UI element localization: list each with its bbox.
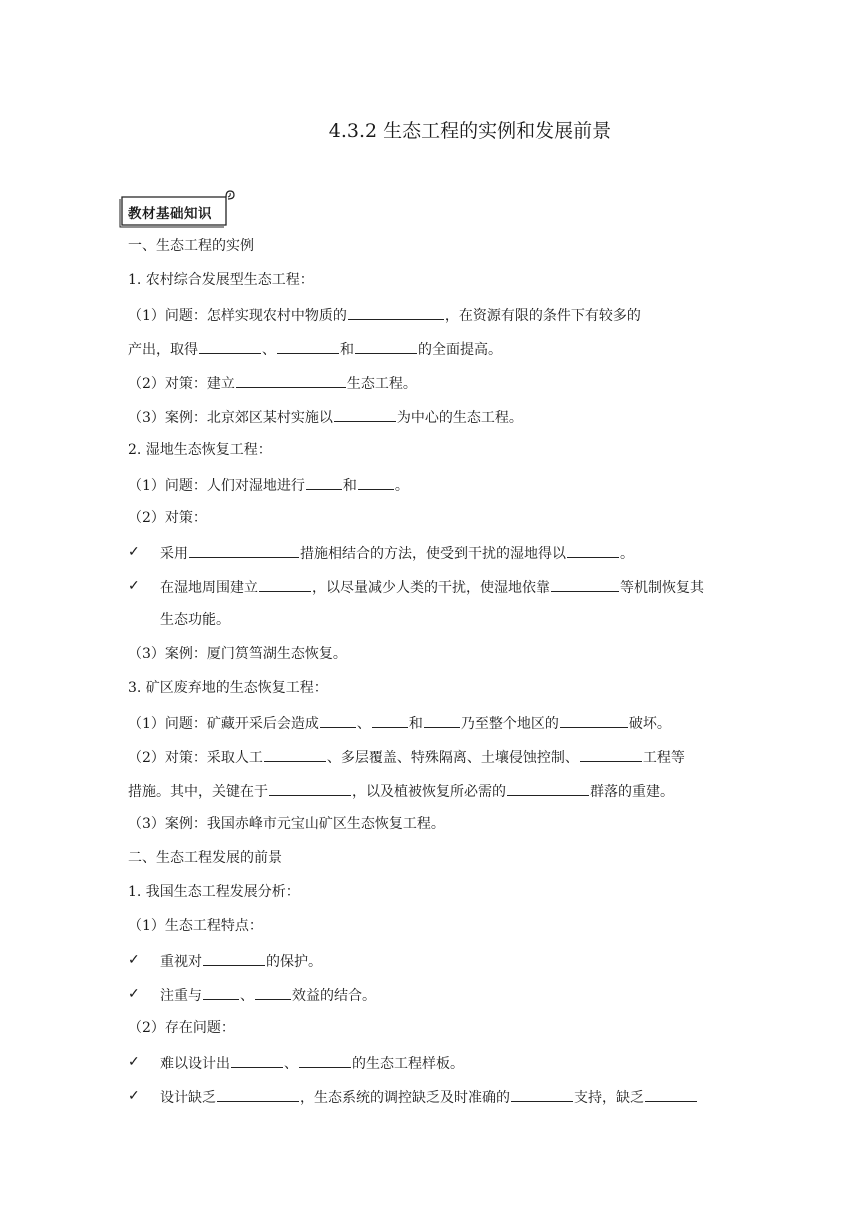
text-line bbox=[128, 474, 409, 496]
fill-in-blank[interactable] bbox=[645, 1086, 697, 1102]
text-line bbox=[128, 916, 263, 936]
text-line bbox=[160, 984, 376, 1006]
fill-in-blank[interactable] bbox=[306, 474, 342, 490]
line-text: 、 bbox=[284, 1056, 298, 1072]
fill-in-blank[interactable] bbox=[199, 338, 261, 354]
line-text: ，生态系统的调控缺乏及时准确的 bbox=[300, 1090, 510, 1106]
line-text: 在湿地周围建立 bbox=[160, 580, 258, 596]
text-line bbox=[128, 338, 502, 360]
line-text: 一、生态工程的实例 bbox=[128, 238, 254, 254]
section-badge bbox=[118, 189, 230, 225]
text-line bbox=[160, 1086, 698, 1108]
fill-in-blank[interactable] bbox=[507, 780, 589, 796]
line-text: 采用 bbox=[160, 546, 188, 562]
line-text: 和 bbox=[342, 478, 357, 494]
text-line bbox=[128, 746, 685, 768]
fill-in-blank[interactable] bbox=[580, 746, 642, 762]
line-text: 等机制恢复其 bbox=[620, 580, 704, 596]
text-line bbox=[128, 644, 347, 664]
fill-in-blank[interactable] bbox=[320, 712, 356, 728]
line-text: 生态工程。 bbox=[346, 376, 417, 392]
fill-in-blank[interactable] bbox=[236, 372, 346, 388]
line-text: 重视对 bbox=[160, 954, 202, 970]
line-text: 。 bbox=[394, 478, 409, 494]
text-line bbox=[128, 712, 671, 734]
checkmark-icon: ✓ bbox=[128, 986, 140, 1002]
text-line bbox=[128, 304, 641, 326]
text-line bbox=[128, 848, 282, 868]
fill-in-blank[interactable] bbox=[277, 338, 339, 354]
checkmark-icon: ✓ bbox=[128, 1054, 140, 1070]
line-text: 、多层覆盖、特殊隔离、土壤侵蚀控制、 bbox=[326, 750, 579, 766]
line-text: ，以尽量减少人类的干扰，使湿地依靠 bbox=[312, 580, 550, 596]
page-title: 4.3.2 生态工程的实例和发展前景 bbox=[328, 120, 612, 142]
line-text: 、 bbox=[240, 988, 254, 1004]
text-line bbox=[160, 950, 322, 972]
section-badge-label: 教材基础知识 bbox=[128, 206, 212, 222]
line-text: （3）案例：我国赤峰市元宝山矿区生态恢复工程。 bbox=[128, 816, 445, 832]
text-line bbox=[128, 440, 272, 460]
fill-in-blank[interactable] bbox=[424, 712, 460, 728]
text-line bbox=[128, 372, 417, 394]
line-text: 和 bbox=[408, 716, 423, 732]
fill-in-blank[interactable] bbox=[203, 984, 239, 1000]
line-text: 。 bbox=[620, 546, 634, 562]
text-line bbox=[128, 780, 674, 802]
text-line bbox=[160, 576, 704, 598]
line-text: ，以及植被恢复所必需的 bbox=[352, 784, 506, 800]
line-text: 工程等 bbox=[642, 750, 685, 766]
fill-in-blank[interactable] bbox=[203, 950, 265, 966]
fill-in-blank[interactable] bbox=[299, 1052, 351, 1068]
line-text: 产出，取得 bbox=[128, 342, 198, 358]
line-text: 二、生态工程发展的前景 bbox=[128, 850, 282, 866]
fill-in-blank[interactable] bbox=[217, 1086, 299, 1102]
line-text: 乃至整个地区的 bbox=[460, 716, 559, 732]
text-line bbox=[128, 814, 445, 834]
text-line bbox=[128, 236, 254, 256]
fill-in-blank[interactable] bbox=[358, 474, 394, 490]
line-text: （3）案例：北京郊区某村实施以 bbox=[128, 410, 333, 426]
line-text: 1. 我国生态工程发展分析： bbox=[128, 884, 300, 900]
line-text: 为中心的生态工程。 bbox=[396, 410, 523, 426]
line-text: 群落的重建。 bbox=[590, 784, 674, 800]
line-text: 3. 矿区废弃地的生态恢复工程： bbox=[128, 680, 328, 696]
line-text: 效益的结合。 bbox=[292, 988, 376, 1004]
fill-in-blank[interactable] bbox=[231, 1052, 283, 1068]
fill-in-blank[interactable] bbox=[560, 712, 628, 728]
line-text: （1）问题：人们对湿地进行 bbox=[128, 478, 305, 494]
line-text: （2）对策：建立 bbox=[128, 376, 235, 392]
line-text: （2）存在问题： bbox=[128, 1020, 235, 1036]
line-text: ，在资源有限的条件下有较多的 bbox=[444, 308, 641, 324]
text-line bbox=[128, 270, 314, 290]
line-text: （2）对策： bbox=[128, 510, 207, 526]
line-text: 的生态工程样板。 bbox=[352, 1056, 464, 1072]
line-text: 支持，缺乏 bbox=[574, 1090, 644, 1106]
fill-in-blank[interactable] bbox=[264, 746, 326, 762]
checkmark-icon: ✓ bbox=[128, 952, 140, 968]
line-text: 的全面提高。 bbox=[418, 342, 502, 358]
line-text: 措施。其中，关键在于 bbox=[128, 784, 268, 800]
fill-in-blank[interactable] bbox=[567, 542, 619, 558]
fill-in-blank[interactable] bbox=[255, 984, 291, 1000]
line-text: 难以设计出 bbox=[160, 1056, 230, 1072]
text-line bbox=[128, 508, 207, 528]
fill-in-blank[interactable] bbox=[355, 338, 417, 354]
text-line bbox=[160, 542, 634, 564]
fill-in-blank[interactable] bbox=[269, 780, 351, 796]
line-text: （1）问题：矿藏开采后会造成 bbox=[128, 716, 319, 732]
fill-in-blank[interactable] bbox=[551, 576, 619, 592]
checkmark-icon: ✓ bbox=[128, 1088, 140, 1104]
text-line bbox=[128, 406, 523, 428]
line-text: 措施相结合的方法，使受到干扰的湿地得以 bbox=[300, 546, 566, 562]
fill-in-blank[interactable] bbox=[372, 712, 408, 728]
fill-in-blank[interactable] bbox=[334, 406, 396, 422]
line-text: 和 bbox=[340, 342, 354, 358]
text-line bbox=[128, 882, 300, 902]
line-text: （3）案例：厦门筼筜湖生态恢复。 bbox=[128, 646, 347, 662]
line-text: （1）问题：怎样实现农村中物质的 bbox=[128, 308, 347, 324]
line-text: 生态功能。 bbox=[160, 612, 230, 628]
line-text: 2. 湿地生态恢复工程： bbox=[128, 442, 272, 458]
line-text: 破坏。 bbox=[628, 716, 671, 732]
checkmark-icon: ✓ bbox=[128, 544, 140, 560]
text-line bbox=[128, 678, 328, 698]
line-text: 设计缺乏 bbox=[160, 1090, 216, 1106]
line-text: 、 bbox=[356, 716, 371, 732]
line-text: 、 bbox=[262, 342, 276, 358]
line-text: 注重与 bbox=[160, 988, 202, 1004]
checkmark-icon: ✓ bbox=[128, 578, 140, 594]
text-line bbox=[128, 1018, 235, 1038]
text-line bbox=[160, 1052, 464, 1074]
line-text: （1）生态工程特点： bbox=[128, 918, 263, 934]
fill-in-blank[interactable] bbox=[511, 1086, 573, 1102]
text-line bbox=[160, 610, 230, 630]
fill-in-blank[interactable] bbox=[259, 576, 311, 592]
fill-in-blank[interactable] bbox=[348, 304, 444, 320]
line-text: 1. 农村综合发展型生态工程： bbox=[128, 272, 314, 288]
fill-in-blank[interactable] bbox=[189, 542, 299, 558]
line-text: 的保护。 bbox=[266, 954, 322, 970]
line-text: （2）对策：采取人工 bbox=[128, 750, 263, 766]
